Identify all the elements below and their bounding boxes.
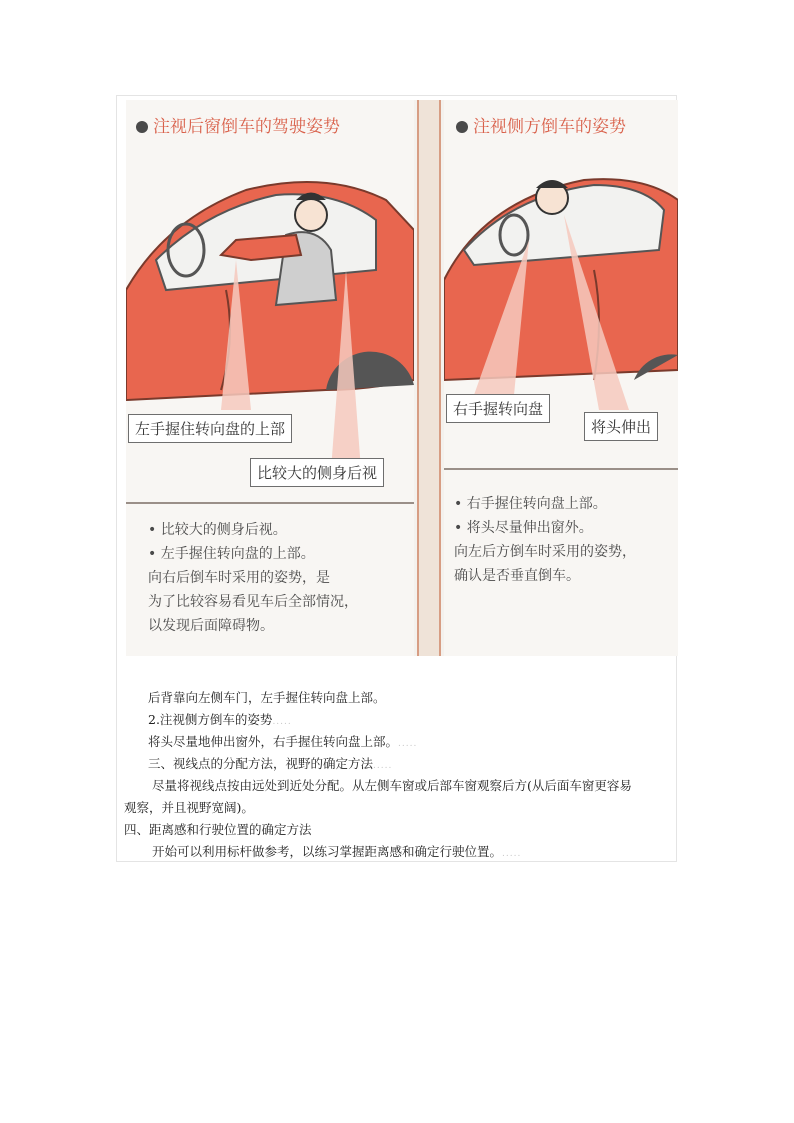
- body-line: 后背靠向左侧车门，左手握住转向盘上部。: [148, 690, 386, 705]
- right-heading-text: 注视侧方倒车的姿势: [473, 117, 626, 137]
- dots-decoration: .....: [502, 849, 522, 859]
- right-caption: [454, 492, 636, 588]
- right-separator: [444, 468, 678, 470]
- right-panel: [444, 100, 678, 656]
- right-caption-line: • 将头尽量伸出窗外。: [454, 520, 593, 536]
- label-right-hand-steering: 右手握转向盘: [446, 394, 550, 423]
- dots-decoration: .....: [373, 761, 393, 771]
- right-caption-line: 向左后方倒车时采用的姿势，: [454, 544, 636, 560]
- driving-posture-illustration: [126, 100, 678, 656]
- right-panel-heading: [456, 112, 626, 137]
- right-caption-line: • 右手握住转向盘上部。: [454, 496, 607, 512]
- left-caption-line: • 左手握住转向盘的上部。: [148, 546, 315, 562]
- body-line-text: 开始可以利用标杆做参考，以练习掌握距离感和确定行驶位置。: [152, 844, 503, 859]
- bullet-dot-icon: [136, 121, 148, 133]
- body-line-text: 将头尽量地伸出窗外，右手握住转向盘上部。: [148, 734, 399, 749]
- bullet-dot-icon: [456, 121, 468, 133]
- body-line: 四、距离感和行驶位置的确定方法: [124, 822, 312, 837]
- body-line-text: 三、视线点的分配方法，视野的确定方法: [148, 756, 374, 771]
- left-panel: [126, 100, 414, 656]
- body-line: [148, 733, 417, 753]
- label-side-look: 比较大的侧身后视: [250, 458, 384, 487]
- label-head-out: 将头伸出: [584, 412, 658, 441]
- body-line: [148, 711, 292, 731]
- left-caption-line: • 比较大的侧身后视。: [148, 522, 287, 538]
- left-separator: [126, 502, 414, 504]
- panel-divider: [417, 100, 441, 656]
- left-panel-heading: [136, 112, 340, 137]
- driver-head-icon: [295, 199, 327, 231]
- dots-decoration: .....: [272, 717, 292, 727]
- label-left-hand-steering: 左手握住转向盘的上部: [128, 414, 292, 443]
- body-line: [148, 755, 392, 775]
- left-caption: [148, 518, 358, 638]
- driver-hair-icon: [536, 180, 568, 188]
- right-caption-line: 确认是否垂直倒车。: [454, 568, 580, 584]
- left-heading-text: 注视后窗倒车的驾驶姿势: [153, 117, 340, 137]
- body-line: [152, 843, 521, 863]
- body-line: 尽量将视线点按由远处到近处分配。从左侧车窗或后部车窗观察后方(从后面车窗更容易: [152, 778, 632, 793]
- dots-decoration: .....: [398, 739, 418, 749]
- left-caption-line: 为了比较容易看见车后全部情况，: [148, 594, 358, 610]
- left-caption-line: 以发现后面障碍物。: [148, 618, 274, 634]
- body-line: 观察，并且视野宽阔)。: [124, 800, 254, 815]
- body-line-text: 2.注视侧方倒车的姿势: [148, 712, 273, 727]
- left-caption-line: 向右后倒车时采用的姿势，是: [148, 570, 330, 586]
